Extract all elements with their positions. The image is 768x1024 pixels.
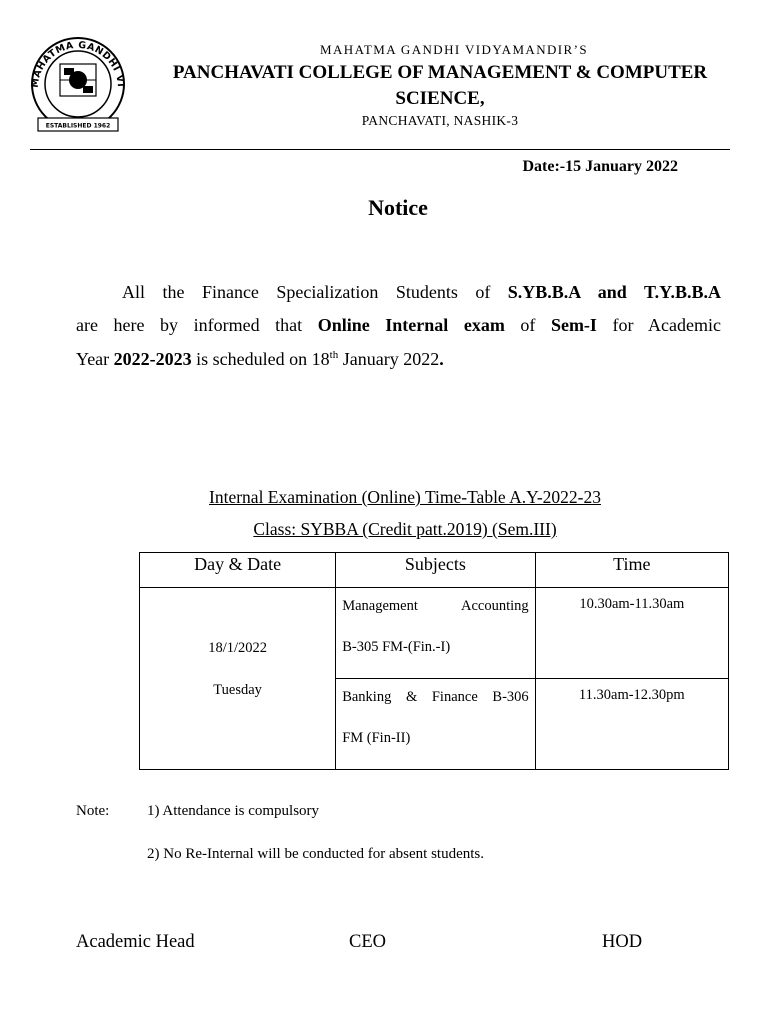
subject-code: FM (Fin-II)	[342, 730, 411, 746]
column-header-day: Day & Date	[140, 553, 336, 588]
body-text: January 2022	[338, 349, 440, 369]
day-date-cell	[140, 588, 336, 770]
body-bold-year: 2022-2023	[113, 349, 192, 369]
body-bold-exam: Online Internal exam	[317, 315, 505, 335]
subject-name: Banking & Finance B-306	[342, 689, 529, 705]
column-header-time: Time	[535, 553, 728, 588]
timetable-title: Internal Examination (Online) Time-Table A.Y-2022-23	[209, 487, 601, 507]
body-text: is scheduled on 18	[191, 349, 330, 369]
time-cell: 11.30am-12.30pm	[535, 679, 728, 770]
column-header-subjects: Subjects	[336, 553, 535, 588]
body-line-3	[76, 349, 721, 370]
logo-established-text: ESTABLISHED 1962	[45, 122, 111, 130]
timetable	[139, 552, 729, 770]
signature-ceo: CEO	[349, 932, 386, 952]
note-item: 2) No Re-Internal will be conducted for absent students.	[147, 846, 484, 862]
body-text: of	[504, 315, 551, 335]
subject-name: Management Accounting	[342, 598, 529, 614]
trust-name: MAHATMA GANDHI VIDYAMANDIR’S	[320, 42, 588, 57]
table-row	[140, 588, 729, 679]
body-bold-classes: S.YB.B.A and T.Y.B.B.A	[507, 282, 721, 302]
body-line-1	[76, 282, 721, 303]
body-line-2	[76, 315, 721, 336]
college-name-cont: SCIENCE,	[395, 88, 485, 109]
body-text: are here by informed that	[76, 315, 318, 335]
notice-date: Date:-15 January 2022	[522, 158, 678, 175]
note-item: 1) Attendance is compulsory	[147, 803, 320, 819]
notice-title: Notice	[368, 195, 428, 220]
signature-hod: HOD	[602, 932, 643, 952]
subject-cell	[336, 679, 535, 770]
body-text: Year	[76, 349, 114, 369]
subject-code: B-305 FM-(Fin.-I)	[342, 639, 451, 655]
timetable-class: Class: SYBBA (Credit patt.2019) (Sem.III)	[253, 519, 557, 539]
header-divider	[30, 149, 730, 150]
college-address: PANCHAVATI, NASHIK-3	[361, 113, 519, 128]
body-period: .	[439, 349, 444, 369]
body-bold-sem: Sem-I	[550, 315, 597, 335]
table-header-row	[140, 553, 729, 588]
subject-cell	[336, 588, 535, 679]
exam-day: Tuesday	[213, 682, 262, 698]
college-logo	[22, 36, 134, 138]
exam-date: 18/1/2022	[208, 640, 267, 656]
signature-academic-head: Academic Head	[76, 932, 195, 952]
note-label: Note:	[76, 803, 110, 819]
body-superscript: th	[329, 349, 339, 361]
time-cell: 10.30am-11.30am	[535, 588, 728, 679]
body-text: for Academic	[596, 315, 722, 335]
body-text: All the Finance Specialization Students of	[122, 282, 508, 302]
logo-ring-text: MAHATMA GANDHI VI	[29, 39, 127, 89]
college-name: PANCHAVATI COLLEGE OF MANAGEMENT & COMPUTER	[172, 62, 708, 83]
